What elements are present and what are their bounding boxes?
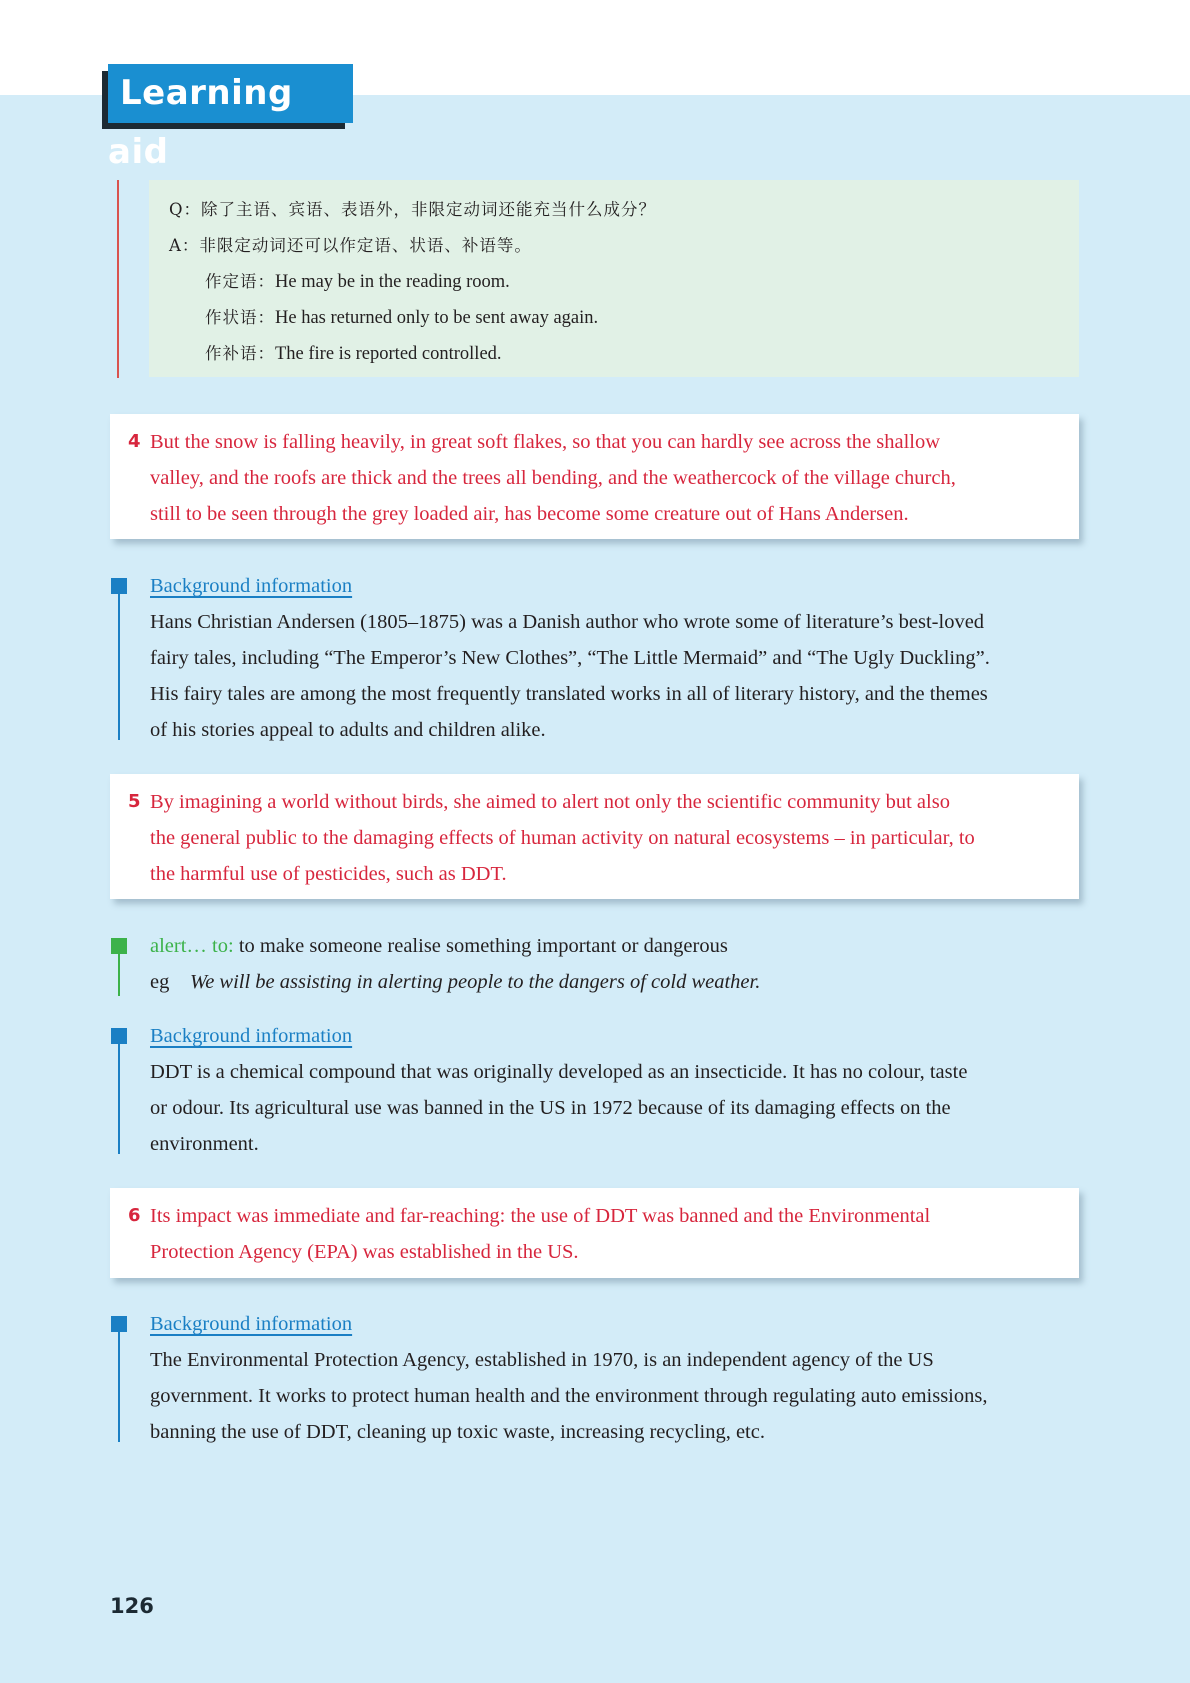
background-info-1 (150, 568, 990, 748)
qa-box (149, 180, 1079, 377)
quote-number: 6 (128, 1205, 141, 1226)
quote-line: still to be seen through the grey loaded air, has become some creature out of Hans Andersen. (150, 503, 909, 525)
qa-example-text: The fire is reported controlled. (275, 344, 502, 364)
qa-question: Q：除了主语、宾语、表语外，非限定动词还能充当什么成分？ (169, 200, 657, 219)
vocab-term: alert… to: (150, 935, 234, 957)
vocab-example-line (150, 964, 760, 1000)
background-title: Background information (150, 575, 353, 597)
qa-example (149, 264, 1079, 300)
qa-example-label: 作补语： (205, 344, 275, 363)
vocab-marker-icon (111, 938, 127, 954)
vocab-definition: to make someone realise something important or dangerous (233, 935, 728, 957)
quote-line: But the snow is falling heavily, in great soft flakes, so that you can hardly see across the shallow (150, 431, 941, 453)
background-marker-icon (111, 578, 127, 594)
qa-example (149, 336, 1079, 372)
quote-line: Its impact was immediate and far-reaching: the use of DDT was banned and the Environmental (150, 1205, 931, 1227)
background-line: banning the use of DDT, cleaning up toxic waste, increasing recycling, etc. (150, 1421, 765, 1443)
background-info-2 (150, 1018, 967, 1162)
quote-line: the harmful use of pesticides, such as DDT. (150, 863, 507, 885)
background-line: His fairy tales are among the most frequently translated works in all of literary history, and the themes (150, 683, 988, 705)
background-rule (118, 1044, 120, 1154)
background-line: fairy tales, including “The Emperor’s New Clothes”, “The Little Mermaid” and “The Ugly Duckling”. (150, 647, 990, 669)
background-line: government. It works to protect human health and the environment through regulating auto emissions, (150, 1385, 988, 1407)
background-marker-icon (111, 1316, 127, 1332)
quote-card-4 (110, 414, 1079, 539)
background-line: of his stories appeal to adults and children alike. (150, 719, 546, 741)
quote-card-5 (110, 774, 1079, 899)
qa-accent-rule (117, 180, 119, 378)
background-line: DDT is a chemical compound that was originally developed as an insecticide. It has no colour, taste (150, 1061, 968, 1083)
background-title: Background information (150, 1313, 353, 1335)
qa-example-label: 作状语： (205, 308, 275, 327)
page-number: 126 (110, 1594, 154, 1618)
background-line: The Environmental Protection Agency, established in 1970, is an independent agency of the US (150, 1349, 934, 1371)
quote-card-6 (110, 1188, 1079, 1278)
background-line: Hans Christian Andersen (1805–1875) was a Danish author who wrote some of literature’s best-loved (150, 611, 985, 633)
eg-label: eg (150, 971, 170, 993)
qa-example-label: 作定语： (205, 272, 275, 291)
background-line: environment. (150, 1133, 259, 1155)
quote-line: By imagining a world without birds, she aimed to alert not only the scientific community but also (150, 791, 950, 813)
qa-example (149, 300, 1079, 336)
background-info-3 (150, 1306, 987, 1450)
qa-answer: A：非限定动词还可以作定语、状语、补语等。 (169, 236, 532, 255)
background-rule (118, 1332, 120, 1442)
quote-line: valley, and the roofs are thick and the trees all bending, and the weathercock of the village church, (150, 467, 956, 489)
quote-number: 4 (128, 431, 141, 452)
vocab-rule (118, 954, 120, 996)
quote-line: the general public to the damaging effects of human activity on natural ecosystems – in particular, to (150, 827, 975, 849)
vocab-example: We will be assisting in alerting people to the dangers of cold weather. (190, 971, 761, 993)
background-title: Background information (150, 1025, 353, 1047)
page-title: Learning aid (108, 64, 353, 123)
vocab-note (150, 928, 760, 1000)
background-line: or odour. Its agricultural use was banned in the US in 1972 because of its damaging effects on the (150, 1097, 951, 1119)
background-marker-icon (111, 1028, 127, 1044)
background-rule (118, 594, 120, 740)
quote-number: 5 (128, 791, 141, 812)
qa-example-text: He has returned only to be sent away again. (275, 308, 599, 328)
quote-line: Protection Agency (EPA) was established in the US. (150, 1241, 579, 1263)
qa-example-text: He may be in the reading room. (275, 272, 510, 292)
vocab-definition-line (150, 928, 760, 964)
